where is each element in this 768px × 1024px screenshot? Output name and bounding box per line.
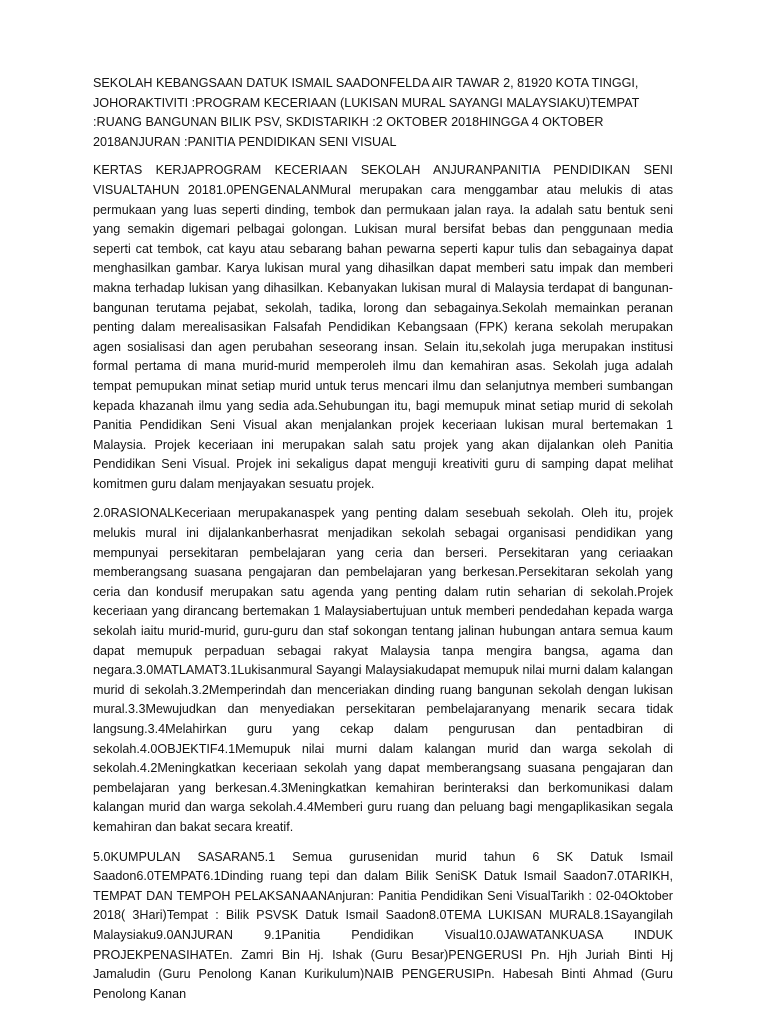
document-header: SEKOLAH KEBANGSAAN DATUK ISMAIL SAADONFELDA AIR TAWAR 2, 81920 KOTA TINGGI, JOHORAKTIVITI :PROGRAM KECERIAAN (LUKISAN MURAL SAYANGI MALAYSIAKU)TEMPAT :RUANG BANGUNAN BILIK PSV, SKDISTARIKH :2 OKTOBER 2018HINGGA 4 OKTOBER 2018ANJURAN :PANITIA PENDIDIKAN SENI VISUAL (93, 76, 640, 149)
document-page (93, 74, 673, 1014)
rationale-objectives-paragraph: 2.0RASIONALKeceriaan merupakanaspek yang penting dalam sesebuah sekolah. Oleh itu, projek melukis mural ini dijalankanberhasrat menjadikan sekolah sebagai organisasi pendidikan yang mempunyai persekitaran pembelajaran yang ceria dan berseri. Persekitaran yang ceriaakan memberangsang suasana pengajaran dan pembelajaran yang berkesan.Persekitaran sekolah yang ceria dan kondusif merupakan satu agenda yang penting dalam rutin seharian di sekolah.Projek keceriaan yang dirancang bertemakan 1 Malaysiabertujuan untuk memberi pendedahan kepada warga sekolah iaitu murid-murid, guru-guru dan staf sokongan tentang jalinan hubungan antara semua kaum dapat memupuk perpaduan sebagai rakyat Malaysia tanpa mengira bangsa, agama dan negara.3.0MATLAMAT3.1Lukisanmural Sayangi Malaysiakudapat memupuk nilai murni dalam kalangan murid di sekolah.3.2Memperindah dan menceriakan dinding ruang bangunan sekolah dengan lukisan mural.3.3Mewujudkan dan menyediakan persekitaran pembelajaranyang menarik secara tidak langsung.3.4Melahirkan guru yang cekap dalam pengurusan dan pentadbiran di sekolah.4.0OBJEKTIF4.1Memupuk nilai murni dalam kalangan murid dan warga sekolah di sekolah.4.2Meningkatkan keceriaan sekolah yang dapat memberangsang suasana pengajaran dan pembelajaran yang berkesan.4.3Meningkatkan kemahiran berinteraksi dan berkomunikasi dalam kalangan murid dan warga sekolah.4.4Memberi guru ruang dan peluang bagi mengaplikasikan segala kemahiran dan bakat secara kreatif. (93, 506, 673, 834)
introduction-paragraph: KERTAS KERJAPROGRAM KECERIAAN SEKOLAH ANJURANPANITIA PENDIDIKAN SENI VISUALTAHUN 20181.0PENGENALANMural merupakan cara menggambar atau melukis di atas permukaan yang luas seperti dinding, tembok dan permukaan jalan raya. Ia adalah satu bentuk seni yang semakin digemari pelbagai golongan. Lukisan mural bersifat bebas dan penggunaan media seperti cat tembok, cat kayu atau sebarang bahan pewarna seperti kapur tulis dan sebagainya dapat menghasilkan gambar. Karya lukisan mural yang dihasilkan dapat memberi satu impak dan memberi makna terhadap lukisan yang dihasilkan. Kebanyakan lukisan mural di Malaysia terdapat di bangunan-bangunan terutama pejabat, sekolah, tadika, lorong dan sebagainya.Sekolah memainkan peranan penting dalam merealisasikan Falsafah Pendidikan Kebangsaan (FPK) kerana sekolah merupakan agen sosialisasi dan agen perubahan seseorang insan. Selain itu,sekolah juga merupakan institusi formal pertama di mana murid-murid memperoleh ilmu dan kemahiran asas. Sekolah juga adalah tempat pemupukan minat setiap murid untuk terus mencari ilmu dan selanjutnya memberi sumbangan kepada khazanah ilmu yang sedia ada.Sehubungan itu, bagi memupuk minat setiap murid di sekolah Panitia Pendidikan Seni Visual akan menjalankan projek keceriaan lukisan mural bertemakan 1 Malaysia. Projek keceriaan ini merupakan salah satu projek yang akan dijalankan oleh Panitia Pendidikan Seni Visual. Projek ini sekaligus dapat menguji kreativiti guru di samping dapat melihat komitmen guru dalam menjayakan sesuatu projek. (93, 163, 673, 491)
target-committee-paragraph: 5.0KUMPULAN SASARAN5.1 Semua gurusenidan murid tahun 6 SK Datuk Ismail Saadon6.0TEMPAT6.1Dinding ruang tepi dan dalam Bilik SeniSK Datuk Ismail Saadon7.0TARIKH, TEMPAT DAN TEMPOH PELAKSANAANAnjuran: Panitia Pendidikan Seni VisualTarikh : 02-04Oktober 2018( 3Hari)Tempat : Bilik PSVSK Datuk Ismail Saadon8.0TEMA LUKISAN MURAL8.1Sayangilah Malaysiaku9.0ANJURAN 9.1Panitia Pendidikan Visual10.0JAWATANKUASA INDUK PROJEKPENASIHATEn. Zamri Bin Hj. Ishak (Guru Besar)PENGERUSI Pn. Hjh Juriah Binti Hj Jamaludin (Guru Penolong Kanan Kurikulum)NAIB PENGERUSIPn. Habesah Binti Ahmad (Guru Penolong Kanan (93, 849, 673, 1001)
